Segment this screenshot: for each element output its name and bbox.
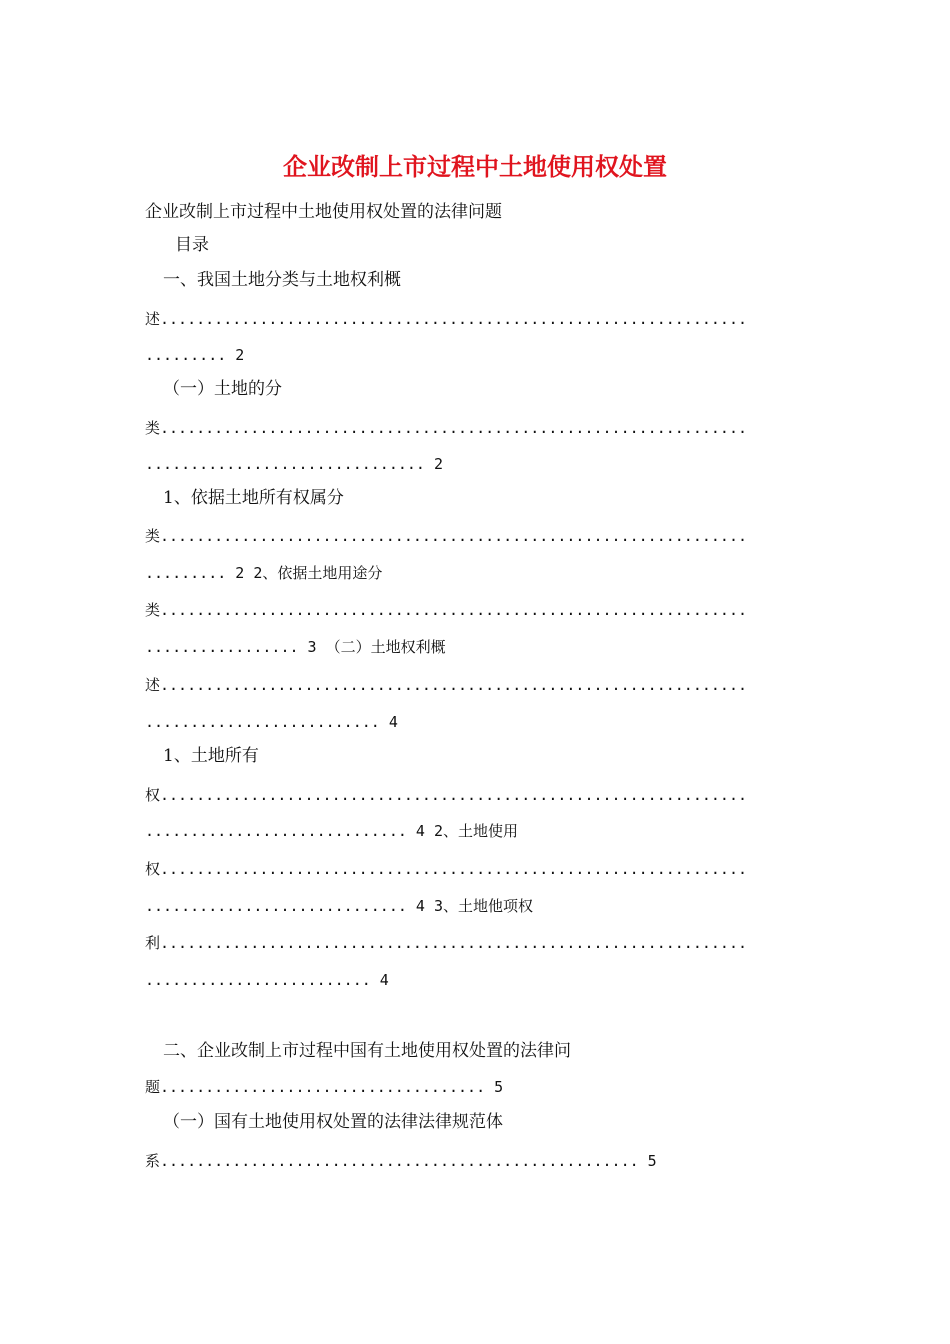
document-title: 企业改制上市过程中土地使用权处置	[283, 152, 667, 181]
toc-line: （一）土地的分	[163, 379, 282, 399]
toc-line: 系..................................................... 5	[145, 1152, 657, 1170]
toc-line: 述.................................................................	[145, 310, 747, 328]
toc-line: 1、土地所有	[163, 746, 259, 766]
toc-line: ................. 3 （二）土地权利概	[145, 638, 446, 656]
toc-line: ............................... 2	[145, 455, 444, 473]
toc-line: 二、企业改制上市过程中国有土地使用权处置的法律问	[163, 1041, 571, 1061]
toc-line: 权.................................................................	[145, 860, 747, 878]
toc-heading: 目录	[175, 235, 209, 255]
toc-line: （一）国有土地使用权处置的法律法律规范体	[163, 1112, 503, 1132]
toc-line: ......... 2 2、依据土地用途分	[145, 564, 383, 582]
toc-line: 一、我国土地分类与土地权利概	[163, 270, 401, 290]
toc-line: ......... 2	[145, 346, 245, 364]
toc-line: 1、依据土地所有权属分	[163, 488, 344, 508]
toc-line: 类.................................................................	[145, 419, 747, 437]
toc-line: .......................... 4	[145, 713, 398, 731]
toc-line: 类.................................................................	[145, 601, 747, 619]
toc-line: 类.................................................................	[145, 527, 747, 545]
toc-line: ......................... 4	[145, 971, 389, 989]
toc-line: 题.................................... 5	[145, 1078, 504, 1096]
document-subtitle: 企业改制上市过程中土地使用权处置的法律问题	[145, 202, 502, 222]
toc-line: 权.................................................................	[145, 786, 747, 804]
toc-line: ............................. 4 3、土地他项权	[145, 897, 534, 915]
toc-line: 述.................................................................	[145, 676, 747, 694]
toc-line: ............................. 4 2、土地使用	[145, 822, 519, 840]
toc-line: 利.................................................................	[145, 934, 747, 952]
